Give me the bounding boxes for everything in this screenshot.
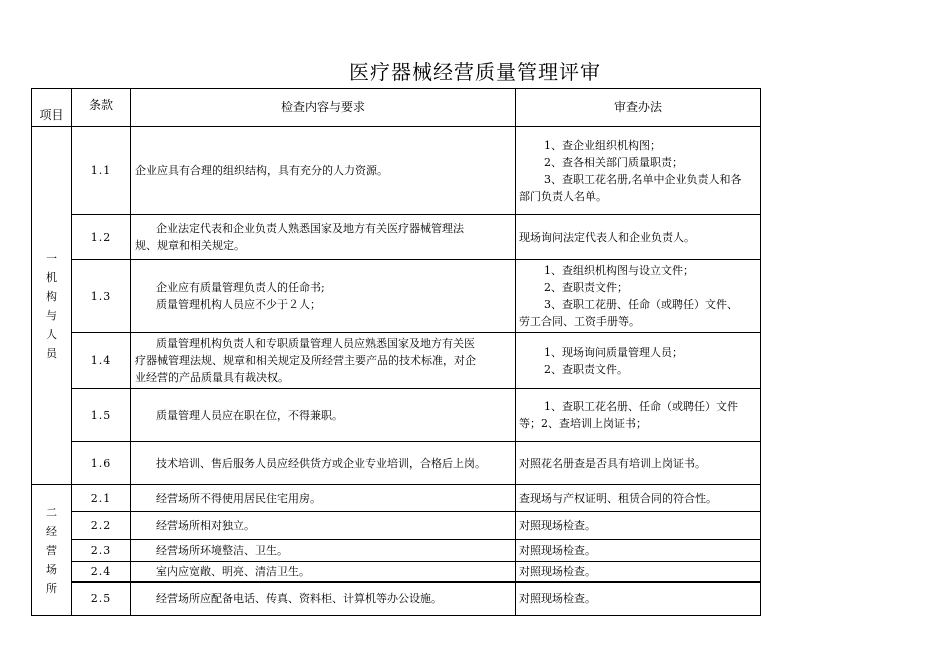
clause-number: 1.5	[72, 389, 131, 442]
review-method: 1、现场询问质量管理人员； 2、查职责文件。	[516, 333, 761, 389]
clause-number: 1.1	[72, 127, 131, 215]
review-method: 1、查职工花名册、任命（或聘任）文件 等；2、查培训上岗证书；	[516, 389, 761, 442]
table-row	[32, 442, 761, 485]
clause-number: 2.5	[72, 582, 131, 616]
requirement-text: 质量管理人员应在职在位，不得兼职。	[131, 389, 516, 442]
review-method: 对照现场检查。	[516, 562, 761, 582]
clause-number: 2.2	[72, 512, 131, 540]
table-row	[32, 389, 761, 442]
clause-number: 1.2	[72, 215, 131, 260]
review-method: 对照现场检查。	[516, 512, 761, 540]
table-row	[32, 127, 761, 215]
page-title: 医疗器械经营质量管理评审	[349, 60, 601, 84]
table-row	[32, 562, 761, 582]
clause-number: 2.1	[72, 485, 131, 512]
table-row	[32, 215, 761, 260]
requirement-text: 企业法定代表和企业负责人熟悉国家及地方有关医疗器械管理法 规、规章和相关规定。	[131, 215, 516, 260]
review-method: 查现场与产权证明、租赁合同的符合性。	[516, 485, 761, 512]
header-method: 审查办法	[516, 89, 761, 127]
table-row	[32, 582, 761, 616]
table-row	[32, 333, 761, 389]
review-table	[31, 88, 761, 616]
review-method: 1、查组织机构图与设立文件； 2、查职责文件； 3、查职工花册、任命（或聘任）文件、 劳工合同、工资手册等。	[516, 260, 761, 333]
header-clause: 条款	[72, 89, 131, 127]
requirement-text: 质量管理机构负责人和专职质量管理人员应熟悉国家及地方有关医 疗器械管理法规、规章和相关规定及所经营主要产品的技术标准，对企 业经营的产品质量具有裁决权。	[131, 333, 516, 389]
section-label-organization: 一 机 构 与 人 员	[32, 127, 72, 485]
requirement-text: 企业应有质量管理负责人的任命书; 质量管理机构人员应不少于２人；	[131, 260, 516, 333]
clause-number: 1.3	[72, 260, 131, 333]
header-content: 检查内容与要求	[131, 89, 516, 127]
table-header-row	[32, 89, 761, 127]
review-method: 对照现场检查。	[516, 540, 761, 562]
table-row	[32, 260, 761, 333]
requirement-text: 经营场所环境整洁、卫生。	[131, 540, 516, 562]
requirement-text: 技术培训、售后服务人员应经供货方或企业专业培训，合格后上岗。	[131, 442, 516, 485]
clause-number: 2.4	[72, 562, 131, 582]
table-row	[32, 540, 761, 562]
section-label-premises: 二 经 营 场 所	[32, 485, 72, 616]
requirement-text: 经营场所不得使用居民住宅用房。	[131, 485, 516, 512]
review-method: 现场询问法定代表人和企业负责人。	[516, 215, 761, 260]
requirement-text: 经营场所相对独立。	[131, 512, 516, 540]
review-method: 对照花名册查是否具有培训上岗证书。	[516, 442, 761, 485]
header-item: 项目	[32, 89, 72, 127]
clause-number: 1.6	[72, 442, 131, 485]
requirement-text: 企业应具有合理的组织结构，具有充分的人力资源。	[131, 127, 516, 215]
requirement-text: 室内应宽敞、明亮、清洁卫生。	[131, 562, 516, 582]
requirement-text: 经营场所应配备电话、传真、资料柜、计算机等办公设施。	[131, 582, 516, 616]
review-method: 1、查企业组织机构图； 2、查各相关部门质量职责； 3、查职工花名册,名单中企业负责人和各 部门负责人名单。	[516, 127, 761, 215]
clause-number: 1.4	[72, 333, 131, 389]
table-row	[32, 512, 761, 540]
review-method: 对照现场检查。	[516, 582, 761, 616]
clause-number: 2.3	[72, 540, 131, 562]
table-row	[32, 485, 761, 512]
